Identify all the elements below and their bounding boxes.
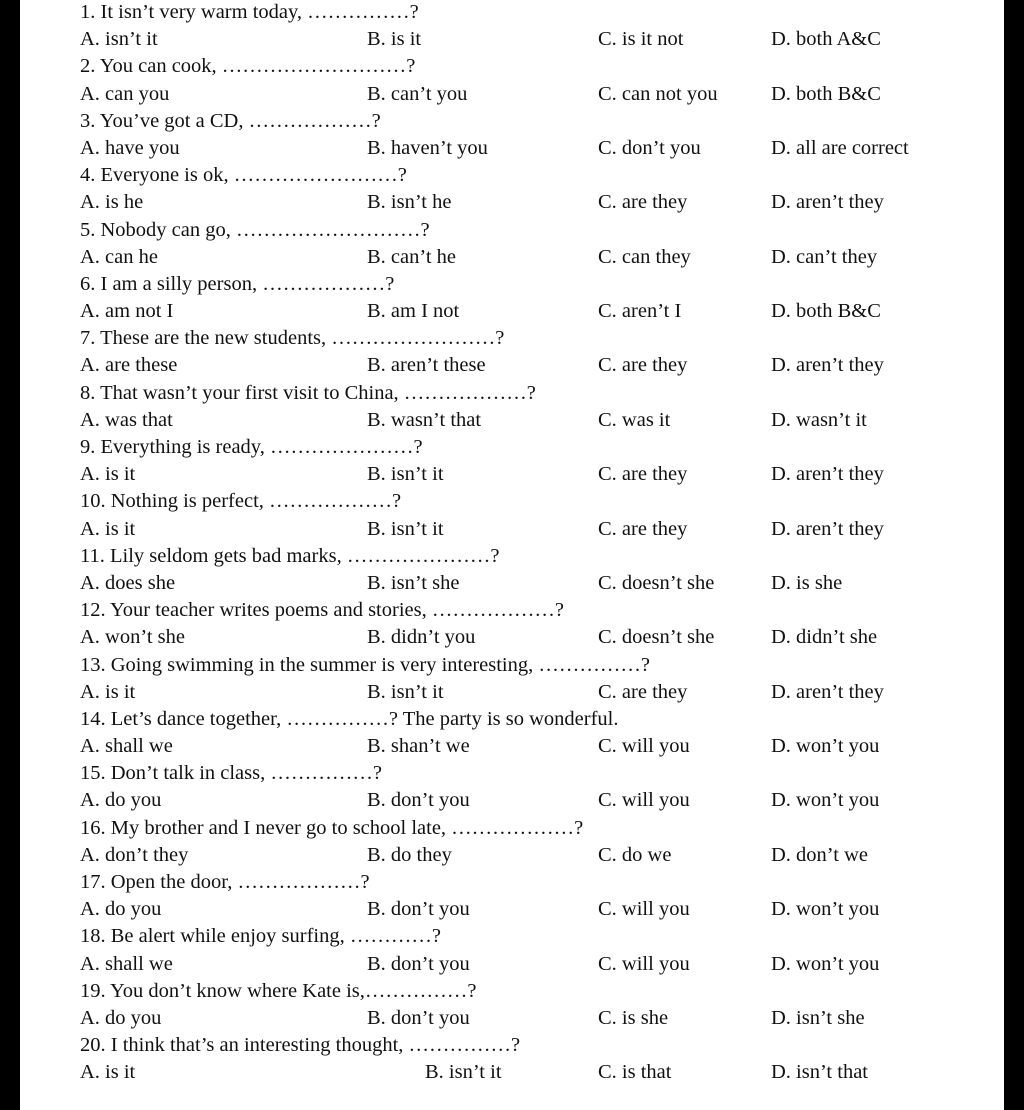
option-b: B. isn’t it	[367, 517, 444, 540]
option-b: B. wasn’t that	[367, 408, 482, 431]
option-b: B. shan’t we	[367, 735, 470, 758]
option-d: D. both B&C	[771, 300, 881, 323]
option-b: B. isn’t it	[367, 463, 444, 486]
option-d: D. isn’t she	[771, 1006, 865, 1029]
question-stem: 10. Nothing is perfect, ………………?	[80, 490, 402, 513]
option-c: C. will you	[598, 898, 690, 921]
worksheet-page	[20, 0, 1004, 1110]
option-b: B. don’t you	[367, 898, 470, 921]
answer-row	[80, 951, 1004, 978]
option-c: C. will you	[598, 952, 690, 975]
question-stem: 6. I am a silly person, ………………?	[80, 272, 395, 295]
option-b: B. aren’t these	[367, 354, 486, 377]
option-b: B. can’t you	[367, 82, 468, 105]
question-list	[80, 0, 1004, 1087]
option-d: D. both A&C	[771, 28, 881, 51]
answer-row	[80, 570, 1004, 597]
option-b: B. don’t you	[367, 789, 470, 812]
option-a: A. won’t she	[80, 626, 185, 649]
option-b: B. don’t you	[367, 952, 470, 975]
question-stem: 17. Open the door, ………………?	[80, 871, 370, 893]
question-stem: 1. It isn’t very warm today, ……………?	[80, 1, 419, 23]
option-d: D. is she	[771, 571, 843, 594]
option-d: D. can’t they	[771, 245, 878, 268]
option-c: C. are they	[598, 680, 688, 703]
option-a: A. does she	[80, 571, 176, 594]
option-b: B. isn’t it	[367, 680, 444, 703]
option-c: C. can not you	[598, 82, 718, 105]
option-c: C. will you	[598, 789, 690, 812]
answer-row	[80, 516, 1004, 543]
option-a: A. don’t they	[80, 843, 189, 866]
answer-row	[80, 461, 1004, 488]
option-d: D. won’t you	[771, 789, 880, 812]
option-d: D. didn’t she	[771, 626, 878, 649]
answer-row	[80, 135, 1004, 162]
option-a: A. have you	[80, 136, 180, 159]
option-b: B. didn’t you	[367, 626, 476, 649]
option-a: A. is he	[80, 191, 144, 214]
question-stem: 5. Nobody can go, ………………………?	[80, 218, 430, 241]
option-d: D. both B&C	[771, 82, 881, 105]
answer-row	[80, 1005, 1004, 1032]
option-a: A. are these	[80, 354, 178, 377]
answer-row	[80, 787, 1004, 814]
answer-row	[80, 189, 1004, 216]
option-d: D. isn’t that	[771, 1061, 868, 1084]
option-b: B. isn’t she	[367, 571, 460, 594]
question-stem: 2. You can cook, ………………………?	[80, 55, 416, 78]
option-d: D. aren’t they	[771, 354, 884, 377]
option-d: D. aren’t they	[771, 517, 884, 540]
option-c: C. is that	[598, 1061, 672, 1084]
option-c: C. is she	[598, 1006, 669, 1029]
option-c: C. don’t you	[598, 136, 701, 159]
question-stem: 7. These are the new students, ……………………?	[80, 327, 505, 350]
option-a: A. do you	[80, 1006, 162, 1029]
option-c: C. are they	[598, 354, 688, 377]
option-a: A. do you	[80, 898, 162, 921]
answer-row	[80, 896, 1004, 923]
question-stem: 12. Your teacher writes poems and stories, ………………?	[80, 599, 564, 622]
option-a: A. is it	[80, 463, 136, 486]
option-c: C. aren’t I	[598, 300, 682, 323]
option-a: A. can he	[80, 245, 158, 268]
question-stem: 13. Going swimming in the summer is very interesting, ……………?	[80, 653, 650, 676]
option-a: A. is it	[80, 1061, 136, 1084]
option-d: D. all are correct	[771, 136, 909, 159]
option-c: C. can they	[598, 245, 691, 268]
option-b: B. isn’t he	[367, 191, 452, 214]
answer-row	[80, 26, 1004, 53]
option-c: C. was it	[598, 408, 671, 431]
answer-row	[80, 407, 1004, 434]
option-d: D. don’t we	[771, 843, 868, 866]
answer-row	[80, 352, 1004, 379]
option-a: A. can you	[80, 82, 170, 105]
option-c: C. are they	[598, 463, 688, 486]
option-d: D. won’t you	[771, 735, 880, 758]
option-a: A. is it	[80, 517, 136, 540]
option-a: A. shall we	[80, 735, 173, 758]
option-b: B. don’t you	[367, 1006, 470, 1029]
option-b: B. haven’t you	[367, 136, 488, 159]
answer-row	[80, 842, 1004, 869]
question-stem: 3. You’ve got a CD, ………………?	[80, 109, 381, 132]
question-stem: 11. Lily seldom gets bad marks, …………………?	[80, 544, 500, 567]
answer-row	[80, 624, 1004, 651]
question-stem: 15. Don’t talk in class, ……………?	[80, 762, 382, 785]
option-c: C. are they	[598, 191, 688, 214]
option-c: C. will you	[598, 735, 690, 758]
answer-row	[80, 1059, 1004, 1086]
answer-row	[80, 298, 1004, 325]
option-b: B. isn’t it	[425, 1061, 502, 1084]
question-stem: 20. I think that’s an interesting thought, ……………?	[80, 1034, 521, 1057]
option-c: C. doesn’t she	[598, 571, 715, 594]
question-stem: 19. You don’t know where Kate is,……………?	[80, 979, 477, 1002]
question-stem: 18. Be alert while enjoy surfing, …………?	[80, 925, 441, 948]
option-b: B. is it	[367, 28, 422, 51]
option-a: A. was that	[80, 408, 173, 431]
answer-row	[80, 679, 1004, 706]
option-c: C. is it not	[598, 28, 684, 51]
answer-row	[80, 733, 1004, 760]
option-d: D. aren’t they	[771, 680, 884, 703]
answer-row	[80, 244, 1004, 271]
option-d: D. wasn’t it	[771, 408, 867, 431]
question-stem: 9. Everything is ready, …………………?	[80, 436, 423, 458]
option-c: C. are they	[598, 517, 688, 540]
question-stem: 8. That wasn’t your first visit to China, ………………?	[80, 381, 536, 404]
option-a: A. is it	[80, 680, 136, 703]
option-d: D. aren’t they	[771, 463, 884, 486]
option-b: B. do they	[367, 843, 452, 866]
option-c: C. do we	[598, 843, 672, 866]
question-stem: 4. Everyone is ok, ……………………?	[80, 164, 407, 187]
question-stem: 16. My brother and I never go to school late, ………………?	[80, 816, 584, 839]
option-d: D. aren’t they	[771, 191, 884, 214]
option-d: D. won’t you	[771, 952, 880, 975]
option-b: B. am I not	[367, 300, 460, 323]
option-a: A. isn’t it	[80, 28, 158, 51]
option-a: A. am not I	[80, 300, 174, 323]
question-stem: 14. Let’s dance together, ……………? The party is so wonderful.	[80, 707, 619, 730]
option-b: B. can’t he	[367, 245, 456, 268]
answer-row	[80, 81, 1004, 108]
option-c: C. doesn’t she	[598, 626, 715, 649]
option-a: A. do you	[80, 789, 162, 812]
option-d: D. won’t you	[771, 898, 880, 921]
option-a: A. shall we	[80, 952, 173, 975]
